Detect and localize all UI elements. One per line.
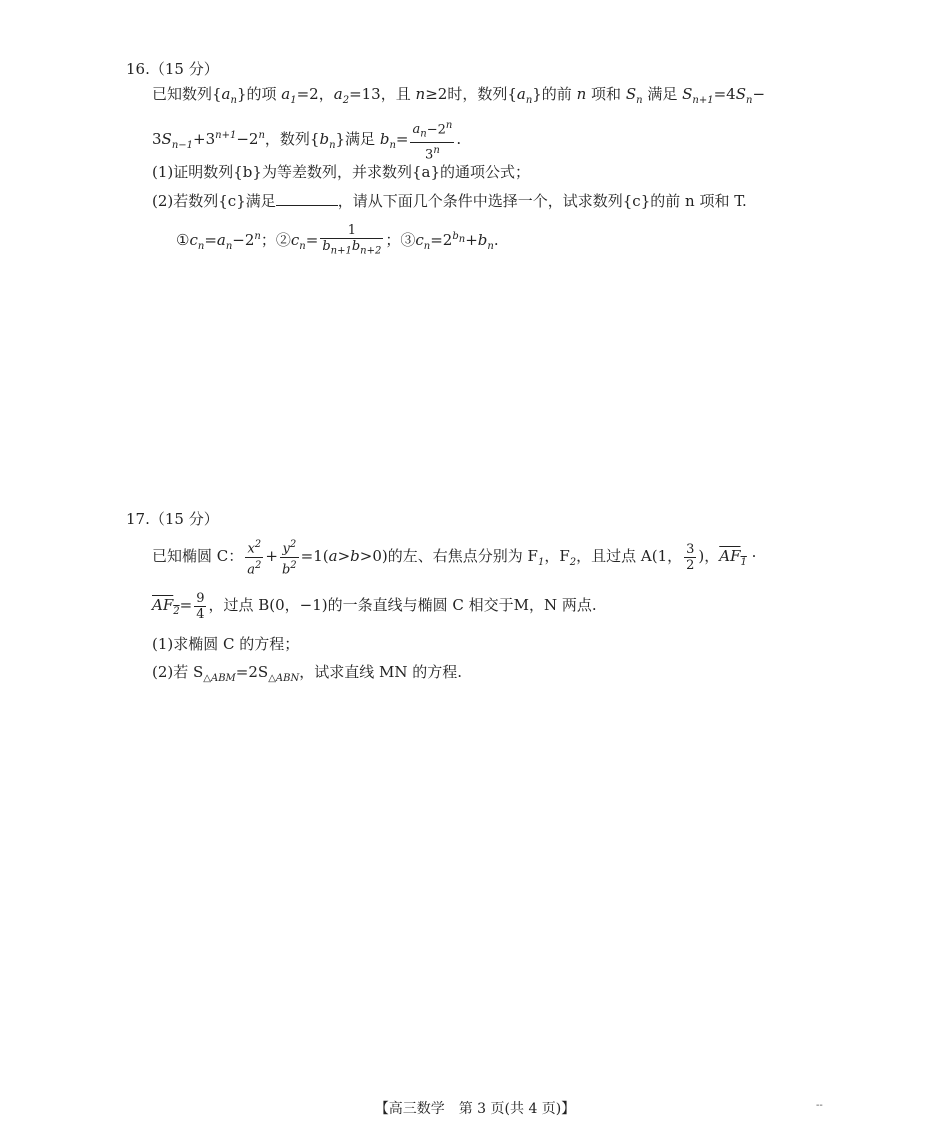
fraction: $\frac{9}{4}$ [196,590,205,622]
q16-text: 已知数列{ [152,85,222,103]
q17-line1: 已知椭圆 C： $\frac{x^2}{a^2}$ + $\frac{y^2}{b^2}$ =1(a>b>0)的左、右焦点分别为 $F_1$，$F_2$，且过点 A(1， $\frac{3}{2}$ )，$AF_1$ · [152,539,757,577]
q17-text: (2)若 S [152,663,204,681]
q16-line2: $3S_{n-1}+3^{n+1}-2^n$，数列$\{b_n\}$满足 $b_n=$ $\frac{a_n-2^n}{3^n}$ . [152,120,462,163]
q16-line1: 已知数列$\{a_n\}$的项 $a_1=2$，$a_2=13$，且 n≥2时，数列$\{a_n\}$的前 n 项和 $S_n$ 满足 $S_{n+1}=4S_n-$ [152,85,766,106]
fraction: $\frac{1}{b_{n+1}b_{n+2}}$ [322,223,382,257]
q16-text: ，数列{ [264,130,320,149]
fraction: $\frac{y^2}{b^2}$ [281,539,297,577]
q17-heading: 17.（15 分） [126,510,219,528]
q16-text: (2)若数列{c [152,192,237,210]
q17-line2: $AF_2=$ $\frac{9}{4}$ ，过点 B(0，−1)的一条直线与椭圆 C 相交于M，N 两点. [152,590,597,622]
q17-part1: (1)求椭圆 C 的方程； [152,635,300,653]
q17-text: ，且过点 A [576,547,652,565]
option-marker: ① [176,231,190,249]
fraction: $\frac{a_n-2^n}{3^n}$ [412,120,453,163]
q17-text: ，过点 B(0，−1)的一条直线与椭圆 C 相交于M，N 两点. [208,596,597,614]
q17-text: ，F [544,547,570,565]
q16-heading: 16.（15 分） [126,60,219,78]
q17-text: 的左、右焦点分别为 F [387,547,538,565]
q16-part1 [152,162,530,182]
q16-part2: (2)若数列{c}满足 ，请从下面几个条件中选择一个，试求数列{c}的前 n 项和 T. [152,192,747,210]
corner-mark: -- [816,1100,823,1111]
q16-options: $①c_n=a_n-2^n$；$②c_n=$ $\frac{1}{b_{n+1}b_{n+2}}$ ；$③c_n=2^{b_n}+b_n$. [176,223,499,257]
option-marker: ；③ [385,231,416,249]
fraction: $\frac{3}{2}$ [686,541,695,573]
q16-text: ，且 [380,85,411,103]
q16-text: ，请从下面几个条件中选择一个，试求数列{c [337,192,641,210]
q17-part2: (2)若 $S_{\triangle ABM}=2S_{\triangle ABN}$，试求直线 MN 的方程. [152,663,462,684]
q16-text: }的前 n 项和 T [640,192,743,210]
q16-text: (1)证明数列{b [152,163,253,181]
q16-text: }满足 [236,192,276,210]
q16-text: 项和 [591,85,622,103]
q16-text: 满足 [647,85,678,103]
q17-text: 已知椭圆 C： [152,547,244,565]
answer-blank[interactable] [276,191,338,206]
option-marker: ；② [260,231,291,249]
fraction: $\frac{x^2}{a^2}$ [247,539,262,577]
q16-text: }的通项公式； [430,163,530,181]
q16-text: }为等差数列，并求数列{a [252,163,431,181]
q16-text: }的项 [236,85,277,103]
q16-text: 时，数列{ [447,85,517,103]
q17-text: =2S [235,663,269,681]
page-footer: 【高三数学 第 3 页(共 4 页)】 [374,1101,576,1117]
q16-text: }满足 [335,130,376,149]
q17-text: ，试求直线 MN 的方程. [299,663,462,681]
q16-text: }的前 [532,85,572,103]
